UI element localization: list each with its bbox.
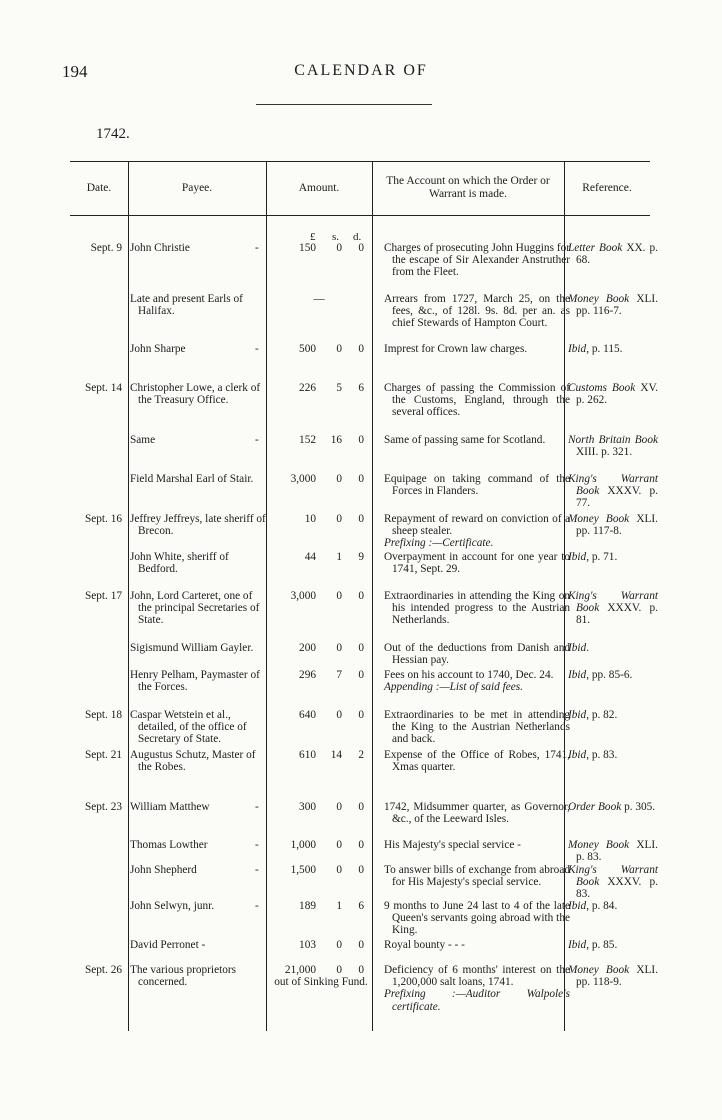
account-note: Appending :—List of said fees. [384, 681, 524, 694]
row-reference [568, 839, 658, 863]
amount-pounds: 610 [299, 749, 316, 761]
reference-book: Money Book [568, 513, 630, 525]
amount-pence: 0 [358, 939, 364, 951]
row-payee: Thomas Lowther [130, 839, 208, 851]
account-text: Royal bounty - - - [384, 939, 465, 951]
amount-note: out of Sinking Fund. [274, 976, 368, 988]
reference-book: Ibid [568, 551, 587, 563]
amount-pence: 6 [358, 382, 364, 394]
reference-book: Customs Book [568, 382, 636, 394]
row-payee: Jeffrey Jeffreys, late sheriff of Brecon. [130, 513, 266, 538]
row-payee-dash: - [255, 864, 259, 876]
row-account [384, 551, 570, 575]
row-account [384, 709, 570, 746]
reference-book: Ibid [568, 669, 587, 681]
amount-shillings: 0 [336, 801, 342, 813]
amount-pounds: 300 [299, 801, 316, 813]
amount-pence: 0 [358, 590, 364, 602]
amount-pounds: 226 [299, 382, 316, 394]
account-text: Deficiency of 6 months' interest on the 1,200,000 salt loans, 1741. [384, 964, 570, 989]
shillings-heading: s. [332, 231, 340, 243]
header-reference: Reference. [582, 181, 632, 194]
row-reference [568, 642, 658, 654]
reference-detail: XIII. p. 321. [576, 446, 633, 459]
row-amount [268, 551, 370, 565]
row-account [384, 513, 570, 550]
amount-shillings: 7 [336, 669, 342, 681]
row-reference [568, 343, 658, 355]
row-payee: John, Lord Carteret, one of the principal Secretaries of State. [130, 590, 260, 627]
reference-detail: , p. 83. [586, 749, 618, 761]
reference-book: King's Warrant Book [568, 473, 658, 498]
amount-pounds: 3,000 [290, 473, 316, 485]
row-account [384, 242, 570, 279]
row-amount [268, 293, 370, 307]
row-reference [568, 709, 658, 721]
reference-detail: , p. 115. [586, 343, 623, 355]
amount-pence: 0 [358, 669, 364, 681]
row-reference [568, 939, 658, 951]
row-date: Sept. 9 [90, 242, 122, 254]
row-account [384, 864, 570, 888]
amount-shillings: 0 [336, 964, 342, 976]
row-reference [568, 964, 658, 988]
reference-book: Ibid [568, 939, 587, 951]
head-rule [256, 104, 432, 105]
reference-book: Money Book [568, 293, 630, 305]
row-reference [568, 900, 658, 912]
amount-shillings: 1 [336, 900, 342, 912]
amount-pence: 0 [358, 642, 364, 654]
row-payee: Christopher Lowe, a clerk of the Treasury Office. [130, 382, 261, 407]
row-date: Sept. 16 [84, 513, 122, 525]
reference-detail: . [586, 642, 590, 654]
reference-detail: XLI. pp. 117-8. [576, 513, 658, 538]
amount-shillings: 0 [336, 513, 342, 525]
column-rule [372, 161, 373, 1031]
amount-pounds: 3,000 [290, 590, 316, 602]
row-account [384, 749, 570, 773]
row-account [384, 939, 570, 951]
row-reference [568, 434, 658, 458]
row-payee-dash: - [255, 900, 259, 912]
row-reference [568, 382, 658, 406]
amount-pence: 0 [358, 839, 364, 851]
account-text: To answer bills of exchange from abroad for His Majesty's special service. [384, 864, 570, 889]
reference-book: Ibid [568, 642, 587, 654]
amount-pounds: 500 [299, 343, 316, 355]
amount-shillings: 1 [336, 551, 342, 563]
row-reference [568, 669, 658, 681]
header-date: Date. [86, 181, 112, 194]
amount-pence: 0 [358, 343, 364, 355]
amount-pounds: 640 [299, 709, 316, 721]
header-account: The Account on which the Order or Warrant is made. [386, 175, 550, 200]
reference-book: Money Book [568, 839, 630, 851]
row-payee: Sigismund William Gayler. [130, 642, 254, 654]
reference-book: Order Book [568, 801, 622, 813]
column-rule [128, 161, 129, 1031]
payments-table [70, 161, 658, 1031]
row-payee-dash: - [255, 801, 259, 813]
row-amount [268, 801, 370, 815]
page-number: 194 [62, 62, 88, 81]
reference-detail: XXXV. p. 77. [576, 485, 658, 510]
amount-shillings: 5 [336, 382, 342, 394]
row-reference [568, 513, 658, 537]
row-payee: Augustus Schutz, Master of the Robes. [130, 749, 256, 774]
reference-detail: XX. p. 68. [576, 242, 658, 267]
account-text: 9 months to June 24 last to 4 of the late Queen's servants going abroad with the King. [384, 900, 570, 937]
row-payee: Same [130, 434, 156, 446]
row-payee: Late and present Earls of Halifax. [130, 293, 243, 318]
row-payee: John White, sheriff of Bedford. [130, 551, 229, 576]
reference-detail: XLI. pp. 118-9. [576, 964, 658, 989]
row-payee: David Perronet - [130, 939, 206, 951]
reference-detail: XXXV. p. 83. [576, 876, 658, 901]
row-account [384, 590, 570, 627]
amount-shillings: 0 [336, 343, 342, 355]
reference-book: Letter Book [568, 242, 623, 254]
reference-book: King's Warrant Book [568, 864, 658, 889]
row-reference [568, 590, 658, 627]
row-amount [268, 642, 370, 656]
row-payee: John Selwyn, junr. [130, 900, 215, 912]
account-text: Imprest for Crown law charges. [384, 343, 528, 355]
reference-book: King's Warrant Book [568, 590, 658, 615]
row-account [384, 434, 570, 446]
account-text: Same of passing same for Scotland. [384, 434, 546, 446]
row-amount [268, 939, 370, 953]
row-amount [268, 473, 370, 487]
amount-shillings: 14 [330, 749, 342, 761]
amount-pence: 0 [358, 513, 364, 525]
row-date: Sept. 18 [84, 709, 122, 721]
reference-detail: XXXV. p. 81. [576, 602, 658, 627]
amount-shillings: 0 [336, 642, 342, 654]
row-account [384, 964, 570, 1013]
row-amount [268, 513, 370, 527]
header-amount: Amount. [298, 181, 340, 194]
account-text: Expense of the Office of Robes, 1741, Xmas quarter. [384, 749, 570, 774]
year-heading: 1742. [96, 126, 130, 142]
amount-shillings: 0 [336, 242, 342, 254]
amount-pence: 0 [358, 242, 364, 254]
account-text: Extraordinaries in attending the King on his intended progress to the Austrian Netherlands. [384, 590, 570, 627]
amount-pence: 0 [358, 801, 364, 813]
account-text: Equipage on taking command of the Forces in Flanders. [384, 473, 570, 498]
amount-pounds: 21,000 [284, 964, 316, 976]
account-text: 1742, Midsummer quarter, as Governor, &c., of the Leeward Isles. [384, 801, 570, 826]
row-account [384, 343, 570, 355]
reference-detail: , pp. 85-6. [586, 669, 633, 681]
row-account [384, 473, 570, 497]
row-payee: The various proprietors concerned. [130, 964, 237, 989]
row-reference [568, 242, 658, 266]
row-amount [268, 709, 370, 723]
row-amount [268, 382, 370, 396]
account-text: Charges of prosecuting John Huggins for the escape of Sir Alexander Anstruther from the Fleet. [384, 242, 570, 279]
header-rule [70, 215, 650, 216]
amount-pence: 0 [358, 434, 364, 446]
header-payee: Payee. [181, 181, 213, 194]
row-date: Sept. 17 [84, 590, 122, 602]
amount-pounds: 44 [304, 551, 316, 563]
amount-pounds: 200 [299, 642, 316, 654]
row-account [384, 642, 570, 666]
row-amount [268, 343, 370, 357]
reference-detail: , p. 71. [586, 551, 618, 563]
reference-detail: p. 305. [624, 801, 656, 813]
row-amount [268, 590, 370, 604]
amount-pence: 2 [358, 749, 364, 761]
amount-pounds: 1,500 [290, 864, 316, 876]
reference-detail: XLI. pp. 116-7. [576, 293, 658, 318]
row-account [384, 801, 570, 825]
amount-pounds: 103 [299, 939, 316, 951]
amount-pence: 0 [358, 473, 364, 485]
reference-book: Ibid [568, 343, 587, 355]
row-date: Sept. 23 [84, 801, 122, 813]
account-text: Fees on his account to 1740, Dec. 24. [384, 669, 554, 681]
row-payee-dash: - [255, 839, 259, 851]
reference-book: Ibid [568, 900, 587, 912]
amount-pence: 0 [358, 709, 364, 721]
amount-pounds: 296 [299, 669, 316, 681]
reference-book: Ibid [568, 709, 587, 721]
amount-pounds: 10 [304, 513, 316, 525]
account-note: Prefixing :—Auditor Walpole's certificate. [384, 988, 570, 1013]
pounds-heading: £ [310, 231, 316, 243]
row-amount [268, 434, 370, 448]
row-payee: Henry Pelham, Paymaster of the Forces. [130, 669, 260, 694]
row-reference [568, 551, 658, 563]
row-payee-dash: - [255, 434, 259, 446]
reference-detail: , p. 82. [586, 709, 618, 721]
row-payee-dash: - [255, 343, 259, 355]
row-account [384, 293, 570, 330]
account-note: Prefixing :—Certificate. [384, 537, 494, 550]
row-date: Sept. 26 [84, 964, 122, 976]
reference-book: Money Book [568, 964, 630, 976]
amount-pence: 6 [358, 900, 364, 912]
row-amount [268, 839, 370, 853]
row-amount [268, 242, 370, 256]
amount-pounds: 152 [299, 434, 316, 446]
account-text: His Majesty's special service - [384, 839, 521, 851]
row-payee: John Christie [130, 242, 190, 254]
row-amount [268, 749, 370, 763]
amount-pence: 0 [358, 864, 364, 876]
row-reference [568, 473, 658, 510]
amount-shillings: 16 [330, 434, 342, 446]
reference-detail: , p. 84. [586, 900, 618, 912]
row-payee: William Matthew [130, 801, 210, 813]
row-account [384, 669, 570, 693]
running-head: CALENDAR OF [294, 62, 428, 79]
reference-detail: XV. p. 262. [576, 382, 658, 407]
row-payee: Field Marshal Earl of Stair. [130, 473, 254, 485]
account-text: Charges of passing the Commission of the Customs, England, through the several offices. [384, 382, 570, 419]
reference-detail: , p. 85. [586, 939, 618, 951]
account-text: Extraordinaries to be met in attending the King to the Austrian Netherlands and back. [384, 709, 570, 746]
row-date: Sept. 14 [84, 382, 122, 394]
row-payee-dash: - [255, 242, 259, 254]
row-payee: John Shepherd [130, 864, 197, 876]
amount-shillings: 0 [336, 709, 342, 721]
row-payee: John Sharpe [130, 343, 186, 355]
row-account [384, 382, 570, 419]
row-amount [268, 669, 370, 683]
reference-detail: XLI. p. 83. [576, 839, 658, 864]
amount-pounds: 1,000 [290, 839, 316, 851]
row-payee: Caspar Wetstein et al., detailed, of the office of Secretary of State. [130, 709, 247, 746]
amount-pence: 9 [358, 551, 364, 563]
row-reference [568, 293, 658, 317]
row-amount [268, 900, 370, 914]
row-reference [568, 801, 658, 813]
amount-shillings: 0 [336, 864, 342, 876]
row-date: Sept. 21 [84, 749, 122, 761]
account-text: Overpayment in account for one year to 1741, Sept. 29. [384, 551, 570, 576]
amount-shillings: 0 [336, 939, 342, 951]
pence-heading: d. [353, 231, 362, 243]
row-reference [568, 749, 658, 761]
amount-shillings: 0 [336, 839, 342, 851]
amount-pounds: 150 [299, 242, 316, 254]
row-account [384, 900, 570, 937]
amount-pence: 0 [358, 964, 364, 976]
amount-shillings: 0 [336, 590, 342, 602]
amount-pounds: 189 [299, 900, 316, 912]
amount-dash: — [313, 293, 325, 305]
row-account [384, 839, 570, 851]
reference-book: Ibid [568, 749, 587, 761]
account-text: Arrears from 1727, March 25, on the fees, &c., of 128l. 9s. 8d. per an. as chief Stewards of Hampton Court. [384, 293, 570, 330]
row-amount [268, 864, 370, 878]
row-reference [568, 864, 658, 901]
account-text: Out of the deductions from Danish and Hessian pay. [384, 642, 570, 667]
reference-book: North Britain Book [568, 434, 658, 446]
amount-shillings: 0 [336, 473, 342, 485]
account-text: Repayment of reward on conviction of a sheep stealer. [384, 513, 570, 538]
